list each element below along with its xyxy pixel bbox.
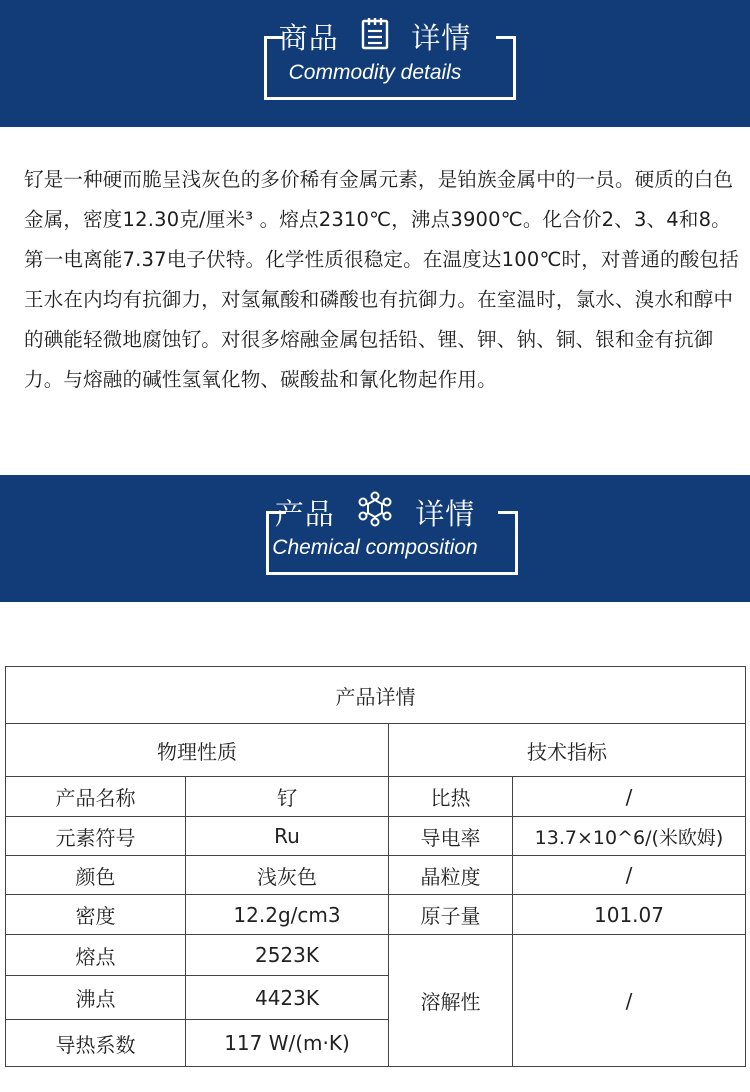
cell-value: 101.07 [513,895,746,935]
cell-label: 导电率 [389,817,513,856]
molecule-icon [355,491,395,534]
cell-value: / [513,777,746,817]
chemical-composition-banner [0,475,750,602]
cell-label: 熔点 [6,935,186,976]
cell-value: 13.7×10^6/(米欧姆) [513,817,746,856]
cell-value: / [513,856,746,895]
header-technical-specs: 技术指标 [389,724,746,777]
cell-label: 沸点 [6,976,186,1020]
cell-value: Ru [186,817,389,856]
table-row [6,856,746,895]
cell-label: 颜色 [6,856,186,895]
cell-value: 117 W/(m·K) [186,1020,389,1067]
commodity-details-banner [0,0,750,127]
cell-label: 导热系数 [6,1020,186,1067]
cell-value: 4423K [186,976,389,1020]
cell-value: 钌 [186,777,389,817]
banner-title-right: 详情 [411,21,472,55]
table-row [6,817,746,856]
product-spec-table [5,666,746,1067]
cell-value: / [513,935,746,1067]
cell-label: 溶解性 [389,935,513,1067]
cell-label: 密度 [6,895,186,935]
banner-title-left: 产品 [274,497,335,531]
header-physical-properties: 物理性质 [6,724,389,777]
cell-label: 元素符号 [6,817,186,856]
cell-label: 产品名称 [6,777,186,817]
cell-value: 2523K [186,935,389,976]
banner-subtitle: Commodity details [288,61,462,84]
table-title-row [6,667,746,724]
table-header-row [6,724,746,777]
banner-subtitle: Chemical composition [272,536,478,559]
cell-label: 晶粒度 [389,856,513,895]
cell-value: 浅灰色 [186,856,389,895]
table-row [6,935,746,976]
table-title: 产品详情 [6,667,746,724]
table-row [6,895,746,935]
table-row [6,777,746,817]
banner-title-left: 商品 [278,21,339,55]
cell-label: 原子量 [389,895,513,935]
banner-title-right: 详情 [415,497,476,531]
cell-value: 12.2g/cm3 [186,895,389,935]
product-description: 钌是一种硬而脆呈浅灰色的多价稀有金属元素，是铂族金属中的一员。硬质的白色金属，密度12.30克/厘米³ 。熔点2310℃，沸点3900℃。化合价2、3、4和8。第一电离能7.37电子伏特。化学性质很稳定。在温度达100℃时，对普通的酸包括王水在内均有抗御力，对氢氟酸和磷酸也有抗御力。在室温时，氯水、溴水和醇中的碘能轻微地腐蚀钌。对很多熔融金属包括铅、锂、钾、钠、铜、银和金有抗御力。与熔融的碱性氢氧化物、碳酸盐和氰化物起作用。 [24,168,739,391]
cell-label: 比热 [389,777,513,817]
notepad-icon [359,16,391,57]
